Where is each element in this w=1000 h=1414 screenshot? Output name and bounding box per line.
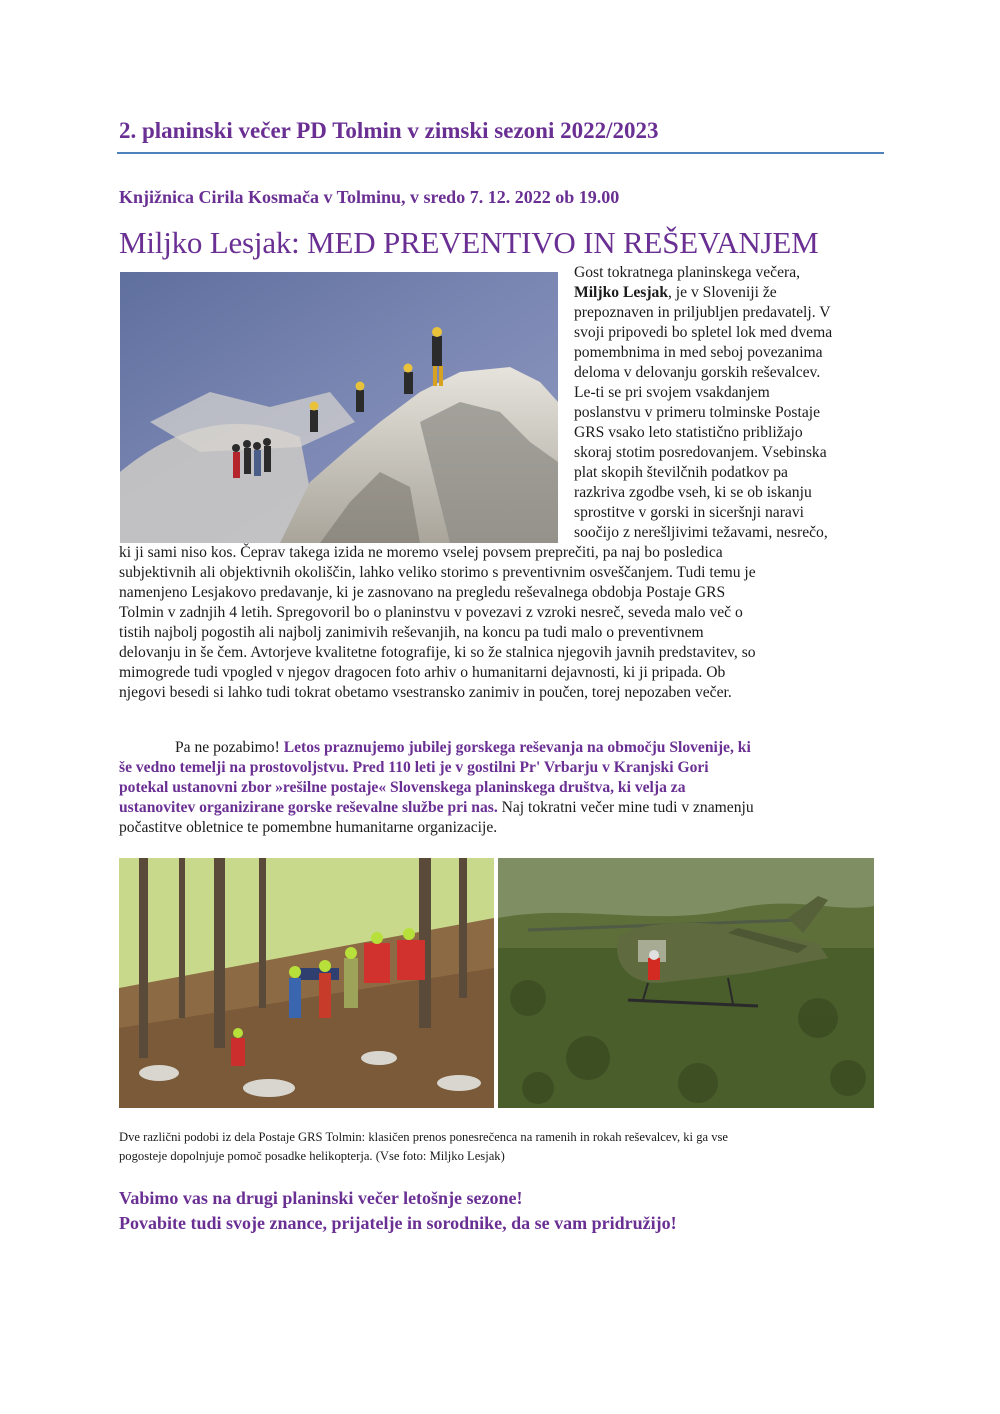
reminder-line-2 [119, 758, 709, 778]
article-line-3: namenjeno Lesjakovo predavanje, ki je zasnovano na pregledu reševalnega obdobja Postaje GRS [119, 584, 726, 601]
reminder-line-5: počastitve obletnice te pomembne humanitarne organizacije. [119, 819, 498, 836]
article-side-line-1: Gost tokratnega planinskega večera, [574, 264, 801, 281]
photo-caption [119, 1128, 879, 1166]
forest-rescue-photo [119, 858, 494, 1108]
climbers-on-ridge-photo [120, 272, 558, 543]
reminder-emphasis-1: Letos praznujemo jubilej gorskega reševanja na območju Slovenije, ki [283, 739, 751, 756]
article-line-5: tistih najbolj pogostih ali najbolj zanimivih reševanjih, na koncu pa tudi malo o preventivnem [119, 624, 704, 641]
reminder-line-1 [175, 738, 751, 758]
reminder-line-3 [119, 778, 686, 798]
article-line-4: Tolmin v zadnjih 4 letih. Spregovoril bo o planinstvu v povezavi z vzroki nesreč, seveda malo več o [119, 604, 743, 621]
article-side-line-8: poslanstvu v primeru tolminske Postaje [574, 404, 821, 421]
reminder-emphasis-2: še vedno temelji na prostovoljstvu. Pred 110 leti je v gostilni Pr' Vrbarju v Kranjski Gori [119, 759, 709, 776]
article-line-6: delovanju in še čem. Avtorjeve kvalitetne fotografije, ki so že stalnica njegovih javnih predstavitev, so [119, 644, 756, 661]
article-line-7: mimogrede tudi vpogled v njegov dragocen foto arhiv o humanitarni dejavnosti, ki ji pripada. Ob [119, 664, 726, 681]
article-side-line-13: sprostitve v gorski in siceršnji naravi [574, 504, 804, 521]
article-side-line-7: Le-ti se pri svojem vsakdanjem [574, 384, 770, 401]
article-side-line-10: skoraj stotim posredovanjem. Vsebinska [574, 444, 827, 461]
invitation-line-1: Vabimo vas na drugi planinski večer letošnje sezone! [119, 1188, 523, 1208]
article-side-line-3: prepoznaven in priljubljen predavatelj. V [574, 304, 831, 321]
article-side-line-2-rest: , je v Sloveniji že [668, 284, 777, 301]
lecture-title: Miljko Lesjak: MED PREVENTIVO IN REŠEVANJEM [119, 225, 819, 260]
photo-caption-line-2: pogosteje dopolnjuje pomoč posadke helikopterja. (Vse foto: Miljko Lesjak) [119, 1149, 505, 1163]
article-side-line-6: deloma v delovanju gorskih reševalcev. [574, 364, 821, 381]
reminder-lead: Pa ne pozabimo! [175, 739, 284, 756]
helicopter-rescue-photo [498, 858, 874, 1108]
article-line-2: subjektivnih ali objektivnih okoliščin, lahko veliko storimo s preventivnim osveščanjem. Tudi temu je [119, 564, 756, 581]
reminder-emphasis-4: ustanovitev organizirane gorske reševalne službe pri nas. [119, 799, 498, 816]
article-side-line-5: pomembnima in med seboj povezanima [574, 344, 823, 361]
reminder-line-4-rest: Naj tokratni večer mine tudi v znamenju [497, 799, 754, 816]
event-series-title: 2. planinski večer PD Tolmin v zimski sezoni 2022/2023 [119, 118, 659, 143]
article-side-line-12: razkriva zgodbe vseh, ki se ob iskanju [574, 484, 812, 501]
article-side-line-9: GRS vsako leto statistično približajo [574, 424, 803, 441]
article-side-line-11: plat skopih številčnih podatkov pa [574, 464, 788, 481]
article-side-line-14: soočijo z nerešljivimi težavami, nesrečo, [574, 524, 828, 541]
reminder-line-4 [119, 798, 754, 818]
invitation-line-2: Povabite tudi svoje znance, prijatelje in sorodnike, da se vam pridružijo! [119, 1213, 677, 1233]
invitation [119, 1186, 885, 1236]
article-side-line-4: svoji pripovedi bo spletel lok med dvema [574, 324, 833, 341]
article-side-line-2 [574, 283, 777, 303]
reminder-emphasis-3: potekal ustanovni zbor »rešilne postaje« Slovenskega planinskega društva, ki velja za [119, 779, 686, 796]
photo-caption-line-1: Dve različni podobi iz dela Postaje GRS Tolmin: klasičen prenos ponesrečenca na ramenih in rokah reševalcev, ki ga vse [119, 1130, 729, 1144]
article-line-8: njegovi besedi si lahko tudi tokrat obetamo vsestransko zanimiv in poučen, torej nepozaben večer. [119, 684, 732, 701]
speaker-name: Miljko Lesjak [574, 284, 668, 301]
article-line-1: ki ji sami niso kos. Čeprav takega izida ne moremo vselej povsem preprečiti, pa naj bo posledica [119, 544, 723, 561]
venue-and-date: Knjižnica Cirila Kosmača v Tolminu, v sredo 7. 12. 2022 ob 19.00 [119, 187, 620, 207]
title-divider [117, 152, 884, 154]
